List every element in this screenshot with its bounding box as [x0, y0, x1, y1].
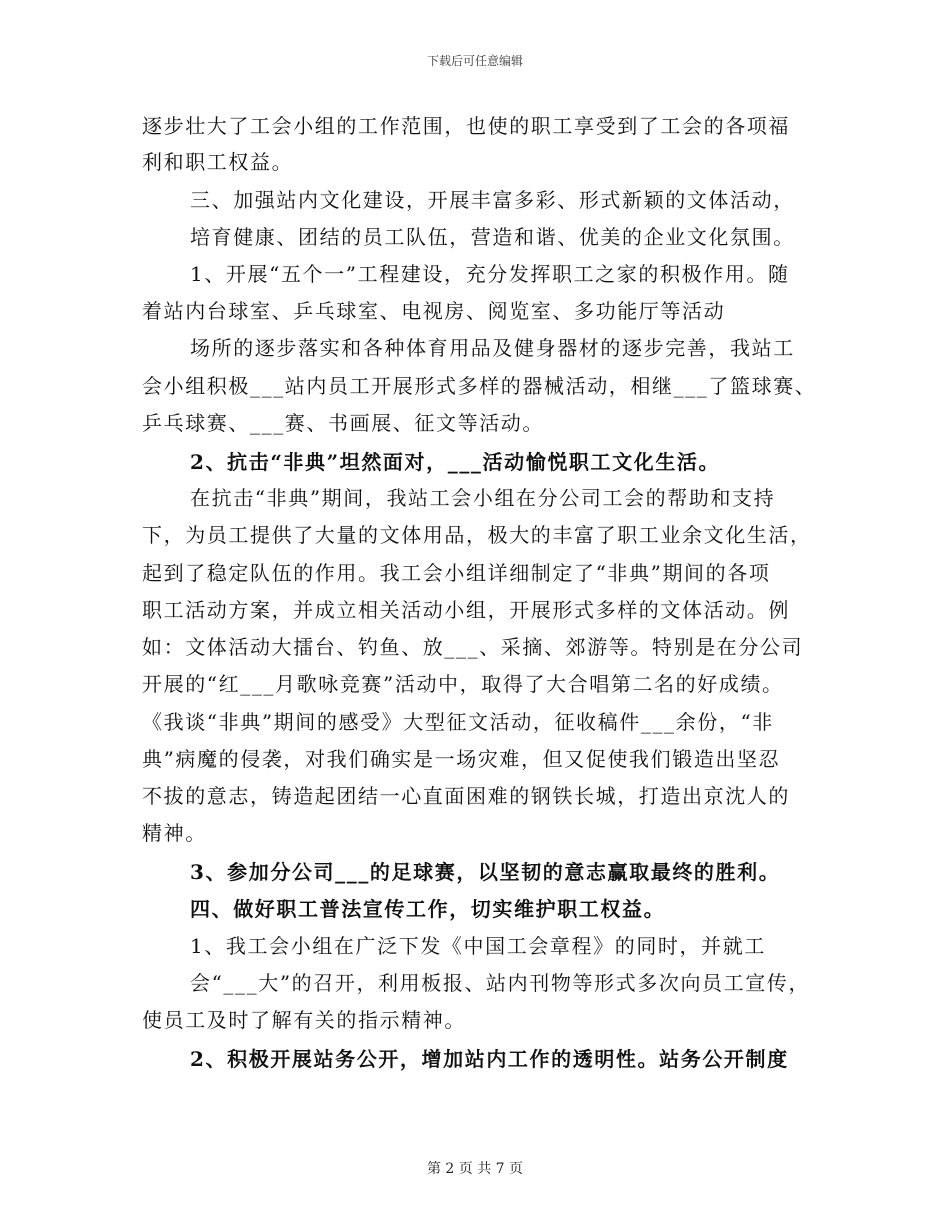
paragraph-line: 利和职工权益。 — [142, 150, 294, 174]
paragraph-line: 开展的“红___月歌咏竞赛”活动中，取得了大合唱第二名的好成绩。 — [142, 672, 784, 696]
page-header: 下载后可任意编辑 — [426, 54, 523, 68]
paragraph-line: 1、开展“五个一”工程建设，充分发挥职工之家的积极作用。随 — [190, 262, 790, 286]
paragraph-line: 精神。 — [142, 821, 207, 845]
paragraph-line: 着站内台球室、乒乓球室、电视房、阅览室、多功能厅等活动 — [142, 299, 726, 323]
paragraph-line: 1、我工会小组在广泛下发《中国工会章程》的同时，并就工 — [190, 934, 766, 958]
paragraph-line: 在抗击“非典”期间，我站工会小组在分公司工会的帮助和支持 — [190, 486, 776, 510]
paragraph-line: 培育健康、团结的员工队伍，营造和谐、优美的企业文化氛围。 — [190, 225, 795, 249]
page-footer: 第 2 页 共 7 页 — [426, 1161, 524, 1177]
bold-heading-line: 四、做好职工普法宣传工作，切实维护职工权益。 — [190, 897, 666, 921]
paragraph-line: 典”病魔的侵袭，对我们确实是一场灾难，但又促使我们锻造出坚忍 — [142, 747, 781, 771]
section-heading-line: 三、加强站内文化建设，开展丰富多彩、形式新颖的文体活动， — [190, 188, 795, 212]
bold-heading-line: 2、抗击“非典”坦然面对，___活动愉悦职工文化生活。 — [190, 450, 721, 474]
paragraph-line: 职工活动方案，并成立相关活动小组，开展形式多样的文体活动。例 — [142, 598, 790, 622]
paragraph-line: 如：文体活动大擂台、钓鱼、放___、采摘、郊游等。特别是在分公司 — [142, 635, 804, 659]
bold-heading-line: 2、积极开展站务公开，增加站内工作的透明性。站务公开制度 — [190, 1047, 789, 1071]
bold-heading-line: 3、参加分公司___的足球赛，以坚韧的意志赢取最终的胜利。 — [190, 860, 781, 884]
paragraph-line: 下，为员工提供了大量的文体用品，极大的丰富了职工业余文化生活， — [142, 523, 812, 547]
paragraph-line: 逐步壮大了工会小组的工作范围，也使的职工享受到了工会的各项福 — [142, 114, 790, 138]
paragraph-line: 场所的逐步落实和各种体育用品及健身器材的逐步完善，我站工 — [190, 336, 795, 360]
paragraph-line: 使员工及时了解有关的指示精神。 — [142, 1008, 466, 1032]
paragraph-line: 乒乓球赛、___赛、书画展、征文等活动。 — [142, 411, 544, 435]
paragraph-line: 起到了稳定队伍的作用。我工会小组详细制定了“非典”期间的各项 — [142, 561, 771, 585]
paragraph-line: 《我谈“非典”期间的感受》大型征文活动，征收稿件___余份，“非 — [142, 710, 774, 734]
paragraph-line: 会“___大”的召开，利用板报、站内刊物等形式多次向员工宣传， — [190, 971, 811, 995]
paragraph-line: 会小组积极___站内员工开展形式多样的器械活动，相继___了篮球赛、 — [142, 374, 817, 398]
paragraph-line: 不拔的意志，铸造起团结一心直面困难的钢铁长城，打造出京沈人的 — [142, 784, 790, 808]
